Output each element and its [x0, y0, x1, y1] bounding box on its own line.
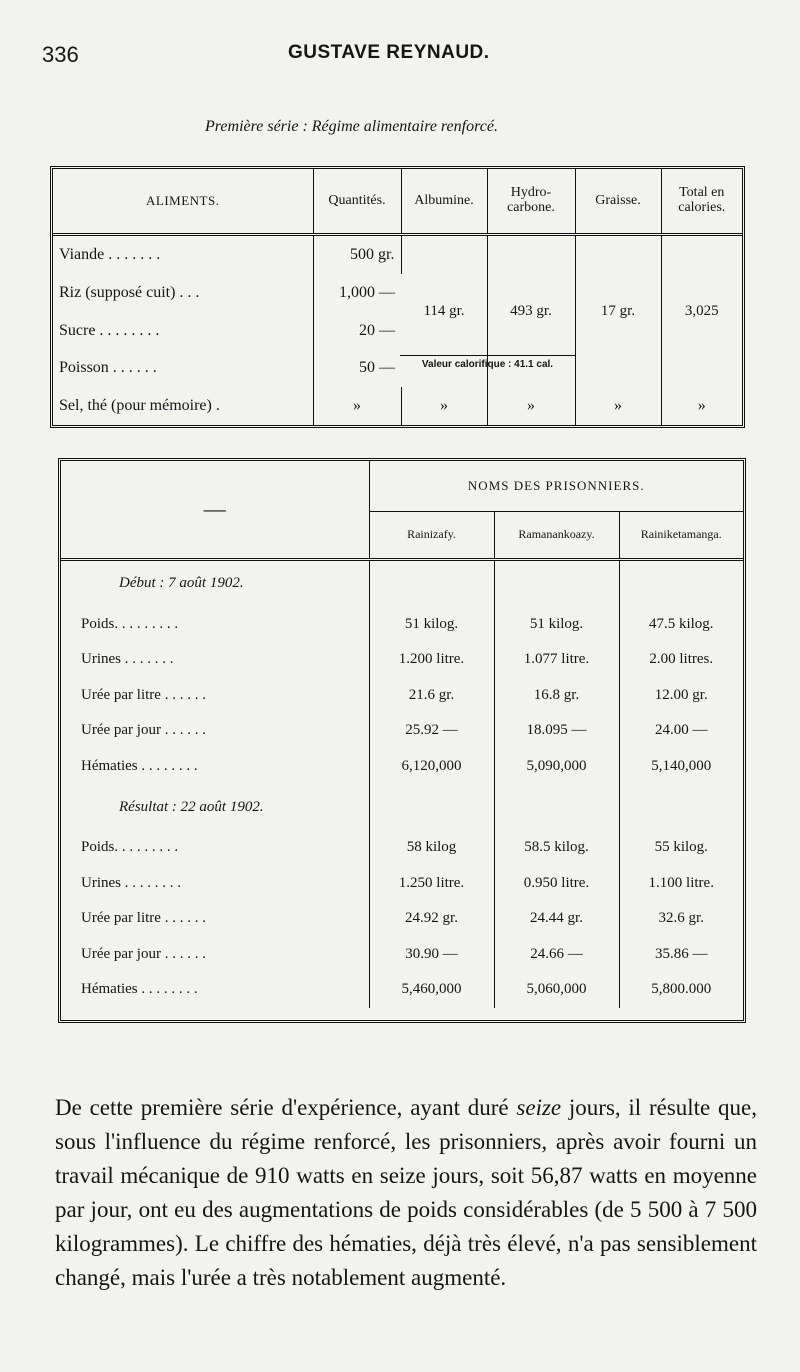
measure-label: Urée par litre . . . . . . — [61, 678, 369, 714]
food-name: Poisson . . . . . . — [53, 349, 313, 387]
table-row — [61, 901, 743, 937]
measure-value: 16.8 gr. — [494, 678, 619, 714]
measure-label: Hématies . . . . . . . . — [61, 972, 369, 1008]
header-total: Total en calories. — [661, 169, 742, 235]
measure-value: 5,800.000 — [651, 981, 712, 998]
measure-value: 51 kilog. — [494, 607, 619, 643]
measure-value: 5,460,000 — [369, 972, 494, 1008]
measure-value: 0.950 litre. — [494, 866, 619, 902]
diet-table — [50, 166, 745, 428]
food-quantity: 500 gr. — [313, 235, 401, 275]
hydrocarbone-value: » — [487, 387, 575, 425]
table1-caption: Première série : Régime alimentaire renforcé. — [205, 118, 498, 135]
measure-value: 32.6 gr. — [658, 910, 704, 927]
prisoners-table — [58, 458, 746, 1023]
albumine-value: 114 gr. — [401, 235, 487, 388]
food-quantity: » — [313, 387, 401, 425]
measure-value: 18.095 — — [494, 713, 619, 749]
table-row — [53, 235, 742, 275]
table-row — [61, 866, 743, 902]
measure-value: 24.66 — — [494, 937, 619, 973]
measure-value: 35.86 — — [655, 945, 708, 962]
food-quantity: 1,000 — — [339, 283, 395, 301]
header-quantites: Quantités. — [313, 169, 401, 235]
food-quantity: 20 — — [359, 321, 395, 339]
measure-value: 5,140,000 — [651, 757, 712, 774]
measure-label: Urée par litre . . . . . . — [61, 901, 369, 937]
emphasis-seize: seize — [516, 1095, 562, 1120]
measure-value: 58 kilog — [369, 830, 494, 866]
running-head: GUSTAVE REYNAUD. — [288, 42, 490, 63]
table-row — [61, 713, 743, 749]
measure-label: Urines . . . . . . . . — [61, 866, 369, 902]
measure-value: 30.90 — — [369, 937, 494, 973]
food-name: Sucre . . . . . . . . — [53, 312, 313, 350]
measure-value: 12.00 gr. — [654, 686, 708, 703]
header-aliments: ALIMENTS. — [53, 169, 313, 235]
measure-value: 51 kilog. — [369, 607, 494, 643]
measure-value: 1.077 litre. — [494, 642, 619, 678]
food-quantity: 50 — — [359, 359, 395, 377]
food-name: Riz (supposé cuit) . . . — [53, 274, 313, 312]
body-paragraph: De cette première série d'expérience, ayant duré seize jours, il résulte que, sous l'influence du régime renforcé, les prisonniers, après avoir fourni un travail mécanique de 910 watts en seize jours, soit 56,87 watts en moyenne par jour, ont eu des augmentations de poids considérables (de 5 500 à 7 500 kilogrammes). Le chiffre des hématies, déjà très élevé, n'a pas sensiblement changé, mais l'urée a très notablement augmenté. — [55, 1095, 757, 1290]
food-name: Sel, thé (pour mémoire) . — [53, 387, 313, 425]
header-hydrocarbone: Hydro-carbone. — [487, 169, 575, 235]
table-row — [61, 937, 743, 973]
total-calories-value: 3,025 — [684, 303, 719, 320]
table-row — [61, 678, 743, 714]
header-graisse: Graisse. — [575, 169, 661, 235]
graisse-value: » — [575, 387, 661, 425]
measure-value: 1.100 litre. — [648, 874, 714, 891]
total-calories-value: » — [697, 397, 706, 415]
table-row — [61, 972, 743, 1008]
measure-value: 47.5 kilog. — [648, 615, 714, 632]
measure-label: Hématies . . . . . . . . — [61, 749, 369, 785]
measure-value: 25.92 — — [369, 713, 494, 749]
food-name: Viande . . . . . . . — [53, 235, 313, 275]
measure-label: Poids. . . . . . . . . — [61, 830, 369, 866]
measure-value: 1.200 litre. — [369, 642, 494, 678]
measure-value: 58.5 kilog. — [494, 830, 619, 866]
calorific-value-note: Valeur calorifique : 41.1 cal. — [400, 355, 575, 370]
measure-value: 24.00 — — [655, 722, 708, 739]
measure-value: 24.44 gr. — [494, 901, 619, 937]
hydrocarbone-value: 493 gr. — [487, 235, 575, 388]
section-row — [61, 784, 743, 830]
page-number: 336 — [42, 42, 79, 67]
measure-value: 1.250 litre. — [369, 866, 494, 902]
measure-value: 2.00 litres. — [649, 651, 714, 668]
table2-corner: — — [61, 461, 369, 559]
prisoner-name: Rainiketamanga. — [619, 511, 743, 559]
prisoners-group-header: NOMS DES PRISONNIERS. — [369, 461, 743, 511]
table-row — [61, 607, 743, 643]
measure-value: 21.6 gr. — [369, 678, 494, 714]
prisoner-name: Ramanankoazy. — [494, 511, 619, 559]
measure-label: Urée par jour . . . . . . — [61, 713, 369, 749]
section-title-debut: Début : 7 août 1902. — [61, 559, 369, 607]
measure-value: 6,120,000 — [369, 749, 494, 785]
measure-value: 5,090,000 — [494, 749, 619, 785]
table-row — [61, 749, 743, 785]
albumine-value: » — [401, 387, 487, 425]
prisoner-name: Rainizafy. — [369, 511, 494, 559]
section-row — [61, 559, 743, 607]
graisse-value: 17 gr. — [575, 235, 661, 388]
measure-value: 55 kilog. — [654, 839, 708, 856]
measure-label: Poids. . . . . . . . . — [61, 607, 369, 643]
measure-value: 5,060,000 — [494, 972, 619, 1008]
section-title-resultat: Résultat : 22 août 1902. — [61, 784, 369, 830]
table-row — [53, 387, 742, 425]
table-row — [61, 642, 743, 678]
measure-value: 24.92 gr. — [369, 901, 494, 937]
measure-label: Urée par jour . . . . . . — [61, 937, 369, 973]
measure-label: Urines . . . . . . . — [61, 642, 369, 678]
header-albumine: Albumine. — [401, 169, 487, 235]
table-row — [61, 830, 743, 866]
